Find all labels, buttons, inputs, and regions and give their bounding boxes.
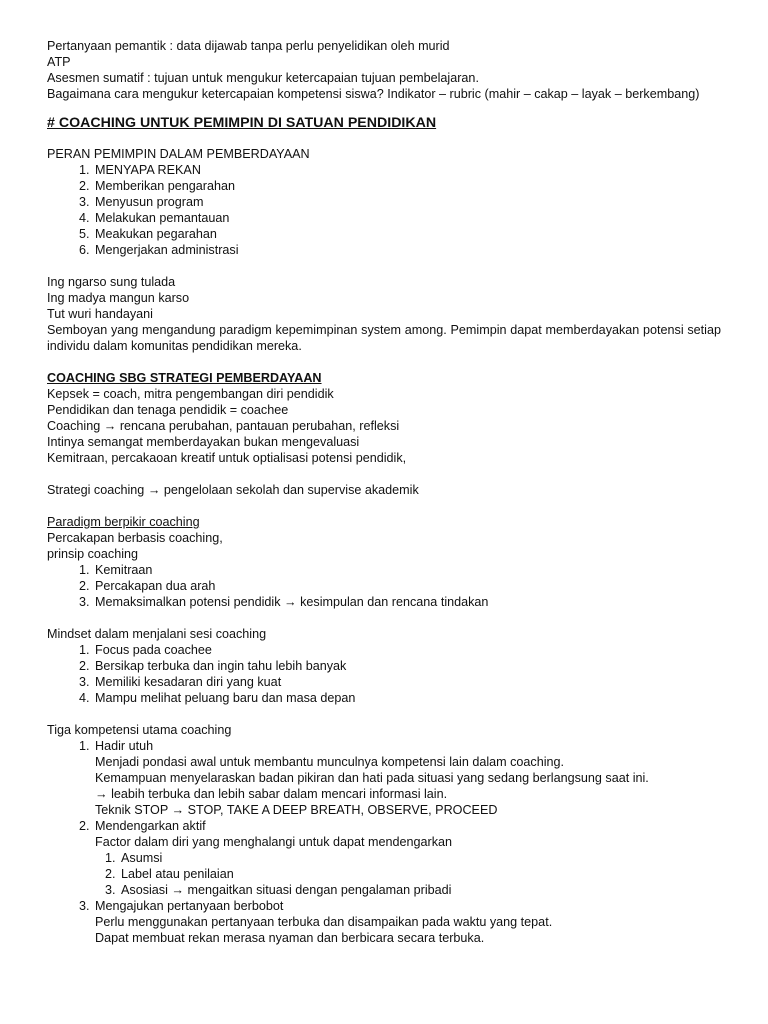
item-text: leabih terbuka dan lebih sabar dalam mencari informasi lain. — [111, 787, 448, 801]
list-item — [119, 882, 721, 898]
peran-title: PERAN PEMIMPIN DALAM PEMBERDAYAAN — [47, 147, 310, 161]
semboyan-line-1: Ing ngarso sung tulada — [47, 275, 176, 289]
strategi-desc: pengelolaan sekolah dan supervise akademik — [163, 483, 419, 497]
arrow-right-icon: → — [171, 883, 184, 897]
kompetensi-title: Tiga kompetensi utama coaching — [47, 723, 232, 737]
semboyan-line-2: Ing madya mangun karso — [47, 291, 190, 305]
list-item: 3. Memiliki kesadaran diri yang kuat — [93, 674, 721, 690]
list-item: 2. Bersikap terbuka dan ingin tahu lebih banyak — [93, 658, 721, 674]
kompetensi-3-desc-1: Perlu menggunakan pertanyaan terbuka dan disampaikan pada waktu yang tepat. — [95, 915, 553, 929]
strategi-line-kemitraan: Kemitraan, percakaoan kreatif untuk optialisasi potensi pendidik, — [47, 451, 407, 465]
list-item: 5. Meakukan pegarahan — [93, 226, 721, 242]
intro-line-atp: ATP — [47, 55, 71, 69]
paradigm-line-2: prinsip coaching — [47, 547, 139, 561]
arrow-right-icon: → — [95, 787, 108, 801]
list-item: 3. Menyusun program — [93, 194, 721, 210]
list-item: 1. Focus pada coachee — [93, 642, 721, 658]
mindset-title: Mindset dalam menjalani sesi coaching — [47, 627, 267, 641]
list-item: 1. Asumsi — [119, 850, 721, 866]
kompetensi-list — [47, 738, 721, 946]
kompetensi-2-sublist — [95, 850, 721, 898]
intro-line-pemantik: Pertanyaan pemantik : data dijawab tanpa perlu penyelidikan oleh murid — [47, 39, 450, 53]
item-text: Asosiasi — [121, 883, 168, 897]
kompetensi-3-desc-2: Dapat membuat rekan merasa nyaman dan berbicara secara terbuka. — [95, 931, 485, 945]
kompetensi-2-title: 2. Mendengarkan aktif — [95, 819, 206, 833]
kompetensi-1-desc-4 — [95, 802, 721, 818]
paradigm-title: Paradigm berpikir coaching — [47, 515, 200, 529]
list-item: 4. Melakukan pemantauan — [93, 210, 721, 226]
list-item: 2. Label atau penilaian — [119, 866, 721, 882]
arrow-right-icon: → — [284, 595, 297, 609]
list-item — [93, 738, 721, 818]
kompetensi-3-title: 3. Mengajukan pertanyaan berbobot — [95, 899, 284, 913]
item-text: Teknik STOP — [95, 803, 169, 817]
kompetensi-1-title: 1. Hadir utuh — [95, 739, 154, 753]
section-heading: # COACHING UNTUK PEMIMPIN DI SATUAN PENDIDIKAN — [47, 115, 437, 131]
kompetensi-2-desc-1: Factor dalam diri yang menghalangi untuk dapat mendengarkan — [95, 835, 453, 849]
mindset-list — [47, 642, 721, 706]
coaching-label: Coaching — [47, 419, 101, 433]
item-text: Memaksimalkan potensi pendidik — [95, 595, 281, 609]
arrow-right-icon: → — [147, 483, 161, 497]
coaching-desc: rencana perubahan, pantauan perubahan, refleksi — [119, 419, 400, 433]
list-item: 1. Kemitraan — [93, 562, 721, 578]
kompetensi-1-desc-1: Menjadi pondasi awal untuk membantu munculnya kompetensi lain dalam coaching. — [95, 755, 565, 769]
strategi-title: COACHING SBG STRATEGI PEMBERDAYAAN — [47, 371, 322, 385]
strategi-line-strategi — [47, 482, 721, 498]
intro-line-asesmen: Asesmen sumatif : tujuan untuk mengukur ketercapaian tujuan pembelajaran. — [47, 71, 479, 85]
strategi-label: Strategi coaching — [47, 483, 145, 497]
list-item — [93, 898, 721, 946]
semboyan-line-3: Tut wuri handayani — [47, 307, 153, 321]
item-text: mengaitkan situasi dengan pengalaman pribadi — [187, 883, 452, 897]
strategi-line-coaching — [47, 418, 721, 434]
strategi-line-kepsek: Kepsek = coach, mitra pengembangan diri pendidik — [47, 387, 334, 401]
list-item — [93, 818, 721, 898]
list-item: 4. Mampu melihat peluang baru dan masa depan — [93, 690, 721, 706]
list-item: 2. Percakapan dua arah — [93, 578, 721, 594]
kompetensi-1-desc-2: Kemampuan menyelaraskan badan pikiran dan hati pada situasi yang sedang berlangsung saat ini. — [95, 771, 649, 785]
strategi-line-intinya: Intinya semangat memberdayakan bukan mengevaluasi — [47, 435, 360, 449]
item-text: kesimpulan dan rencana tindakan — [300, 595, 489, 609]
peran-list — [47, 162, 721, 258]
arrow-right-icon: → — [171, 803, 185, 817]
kompetensi-1-desc-3 — [95, 786, 721, 802]
arrow-right-icon: → — [103, 419, 117, 433]
item-text: STOP, TAKE A DEEP BREATH, OBSERVE, PROCEED — [187, 803, 498, 817]
intro-line-indikator: Bagaimana cara mengukur ketercapaian kompetensi siswa? Indikator – rubric (mahir – cakap – layak – berkembang) — [47, 87, 700, 101]
list-item: 2. Memberikan pengarahan — [93, 178, 721, 194]
strategi-line-coachee: Pendidikan dan tenaga pendidik = coachee — [47, 403, 289, 417]
paradigm-line-1: Percakapan berbasis coaching, — [47, 531, 223, 545]
semboyan-paragraph: Semboyan yang mengandung paradigm kepemimpinan system among. Pemimpin dapat memberdayakan potensi setiap individu dalam komunitas pendidikan mereka. — [47, 323, 721, 353]
paradigm-list — [47, 562, 721, 610]
list-item: 6. Mengerjakan administrasi — [93, 242, 721, 258]
list-item: 1. MENYAPA REKAN — [93, 162, 721, 178]
list-item — [93, 594, 721, 610]
